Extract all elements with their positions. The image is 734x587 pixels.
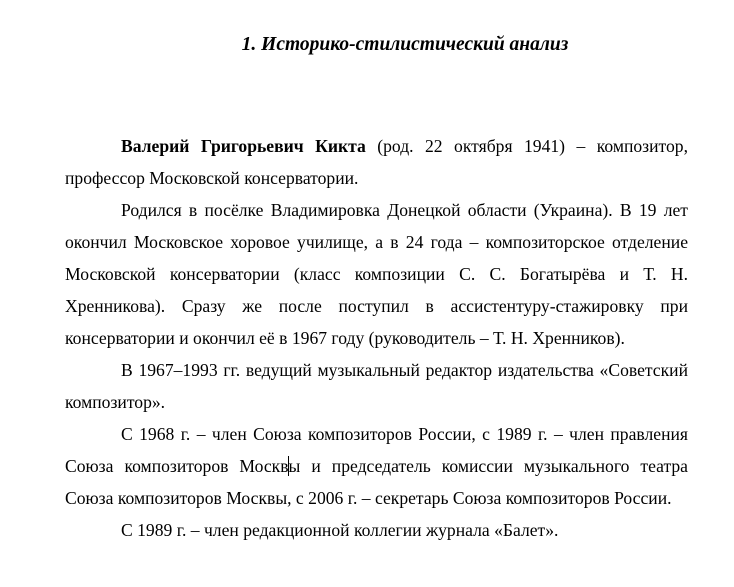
paragraph-editor-career[interactable]: [65, 354, 688, 418]
paragraph-education[interactable]: [65, 194, 688, 354]
paragraph-text: С 1989 г. – член редакционной коллегии журнала «Балет».: [121, 520, 559, 540]
paragraph-text: (род. 22 октября 1941) – композитор, профессор Московской консерватории.: [65, 136, 688, 188]
paragraph-union-membership[interactable]: [65, 418, 688, 514]
document-body[interactable]: [65, 130, 688, 546]
paragraph-text: С 1968 г. – член Союза композиторов России, с 1989 г. – член правления Союза композиторов Москв: [65, 424, 688, 476]
paragraph-text: Родился в посёлке Владимировка Донецкой области (Украина). В 19 лет окончил Московское хоровое училище, а в 24 года – композиторское отделение Московской консерватории (класс композиции С. С. Богатырёва и Т. Н. Хренникова). Сразу же после поступил в ассистентуру-стажировку при консерватории и окончил её в 1967 году (руководитель – Т. Н. Хренников).: [65, 200, 688, 348]
paragraph-biography-intro[interactable]: [65, 130, 688, 194]
composer-name: Валерий Григорьевич Кикта: [121, 136, 366, 156]
section-heading: 1. Историко-стилистический анализ: [241, 34, 569, 55]
paragraph-text: В 1967–1993 гг. ведущий музыкальный редактор издательства «Советский композитор».: [65, 360, 688, 412]
paragraph-ballet-journal[interactable]: [65, 514, 688, 546]
paragraph-text: ы и председатель комиссии музыкального театра Союза композиторов Москвы, с 2006 г. – секретарь Союза композиторов России.: [65, 456, 688, 508]
